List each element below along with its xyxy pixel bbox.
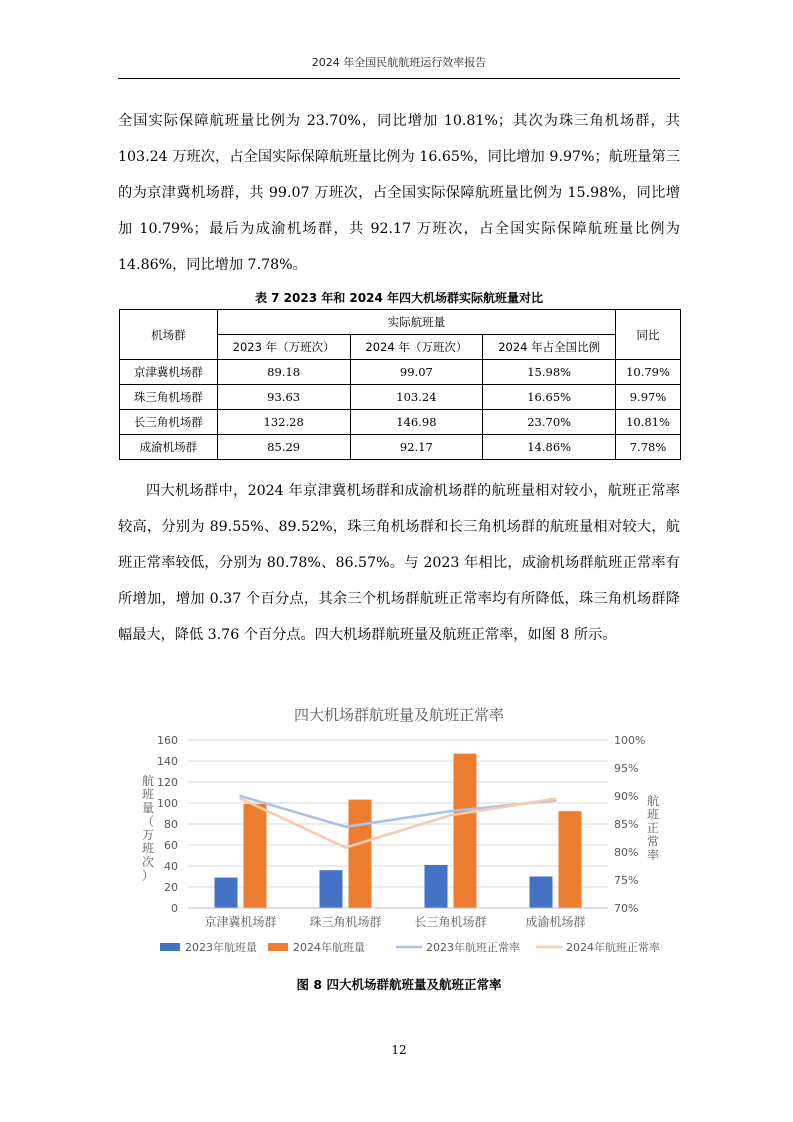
line-point xyxy=(239,797,241,799)
table-row xyxy=(120,410,681,435)
header-2024: 2024 年（万班次） xyxy=(350,335,483,360)
series-line xyxy=(241,796,556,827)
header-actual-flights: 实际航班量 xyxy=(217,310,615,335)
bar xyxy=(425,865,448,908)
table-row xyxy=(120,435,681,460)
y2-tick-label: 90% xyxy=(614,790,639,803)
chart-title: 四大机场群航班量及航班正常率 xyxy=(293,706,504,724)
running-header: 2024 年全国民航航班运行效率报告 xyxy=(118,54,680,79)
cell-yoy: 10.81% xyxy=(616,410,681,435)
x-tick-label: 长三角机场群 xyxy=(414,915,487,929)
x-tick-label: 珠三角机场群 xyxy=(309,915,382,929)
legend-label: 2023年航班量 xyxy=(185,941,257,954)
y-tick-label: 160 xyxy=(157,734,178,747)
y2-tick-label: 70% xyxy=(614,902,639,915)
bar xyxy=(320,870,343,908)
cell-2024: 99.07 xyxy=(350,360,483,385)
table-row xyxy=(120,385,681,410)
line-point xyxy=(344,846,346,848)
y-tick-label: 40 xyxy=(164,860,178,873)
cell-2024: 103.24 xyxy=(350,385,483,410)
bar xyxy=(349,800,372,908)
cell-2023: 89.18 xyxy=(217,360,350,385)
y-tick-label: 120 xyxy=(157,776,178,789)
cell-share: 15.98% xyxy=(483,360,616,385)
figure-caption: 图 8 四大机场群航班量及航班正常率 xyxy=(296,977,502,992)
x-tick-label: 成渝机场群 xyxy=(525,915,586,929)
cell-group-name: 京津冀机场群 xyxy=(120,360,218,385)
bar xyxy=(215,878,238,908)
line-point xyxy=(554,797,556,799)
x-tick-label: 京津冀机场群 xyxy=(204,915,277,929)
header-yoy: 同比 xyxy=(616,310,681,360)
cell-2023: 132.28 xyxy=(217,410,350,435)
cell-yoy: 7.78% xyxy=(616,435,681,460)
legend-label: 2023年航班正常率 xyxy=(426,941,520,954)
header-share: 2024 年占全国比例 xyxy=(483,335,616,360)
y2-tick-label: 75% xyxy=(614,874,639,887)
y2-tick-label: 85% xyxy=(614,818,639,831)
table-row xyxy=(120,360,681,385)
cell-share: 23.70% xyxy=(483,410,616,435)
cell-group-name: 珠三角机场群 xyxy=(120,385,218,410)
legend-swatch xyxy=(160,943,180,951)
y-tick-label: 20 xyxy=(164,881,178,894)
cell-2023: 93.63 xyxy=(217,385,350,410)
y-tick-label: 80 xyxy=(164,818,178,831)
y2-tick-label: 80% xyxy=(614,846,639,859)
series-line xyxy=(241,799,556,848)
cell-yoy: 9.97% xyxy=(616,385,681,410)
header-group: 机场群 xyxy=(120,310,218,360)
y-axis-title: 航班量（万班次） xyxy=(141,774,155,883)
airport-group-flight-table xyxy=(119,309,681,460)
y-tick-label: 140 xyxy=(157,755,178,768)
cell-2023: 85.29 xyxy=(217,435,350,460)
legend-label: 2024年航班量 xyxy=(293,941,365,954)
bar xyxy=(454,754,477,908)
cell-share: 16.65% xyxy=(483,385,616,410)
flight-volume-punctuality-chart xyxy=(118,725,678,970)
y-tick-label: 0 xyxy=(171,902,178,915)
page-number: 12 xyxy=(391,1043,407,1057)
y2-tick-label: 100% xyxy=(614,734,646,747)
cell-group-name: 长三角机场群 xyxy=(120,410,218,435)
cell-yoy: 10.79% xyxy=(616,360,681,385)
y2-tick-label: 95% xyxy=(614,762,639,775)
line-point xyxy=(449,810,451,812)
cell-share: 14.86% xyxy=(483,435,616,460)
bar xyxy=(559,811,582,908)
table-caption: 表 7 2023 年和 2024 年四大机场群实际航班量对比 xyxy=(254,291,544,305)
cell-group-name: 成渝机场群 xyxy=(120,435,218,460)
paragraph-punctuality: 四大机场群中，2024 年京津冀机场群和成渝机场群的航班量相对较小，航班正常率较高，分别为 89.55%、89.52%，珠三角机场群和长三角机场群的航班量相对较大，航班正常率较低，分别为 80.78%、86.57%。与 2023 年相比，成渝机场群航班正常率有所增加，增加 0.37 个百分点，其余三个机场群航班正常率均有所降低，珠三角机场群降幅最大，降低 3.76 个百分点。四大机场群航班量及航班正常率，如图 8 所示。 xyxy=(118,483,680,643)
y-tick-label: 100 xyxy=(157,797,178,810)
header-2023: 2023 年（万班次） xyxy=(217,335,350,360)
cell-2024: 146.98 xyxy=(350,410,483,435)
legend-label: 2024年航班正常率 xyxy=(566,941,660,954)
line-point xyxy=(239,795,241,797)
y2-axis-title: 航班正常率 xyxy=(646,794,660,862)
line-point xyxy=(344,826,346,828)
legend-swatch xyxy=(268,943,288,951)
y-tick-label: 60 xyxy=(164,839,178,852)
bar xyxy=(244,804,267,908)
bar xyxy=(530,877,553,909)
cell-2024: 92.17 xyxy=(350,435,483,460)
paragraph-flight-share: 全国实际保障航班量比例为 23.70%，同比增加 10.81%；其次为珠三角机场群，共 103.24 万班次，占全国实际保障航班量比例为 16.65%，同比增加 9.97%；航班量第三的为京津冀机场群，共 99.07 万班次，占全国实际保障航班量比例为 15.98%，同比增加 10.79%；最后为成渝机场群，共 92.17 万班次，占全国实际保障航班量比例为 14.86%，同比增加 7.78%。 xyxy=(118,113,680,273)
line-point xyxy=(449,814,451,816)
